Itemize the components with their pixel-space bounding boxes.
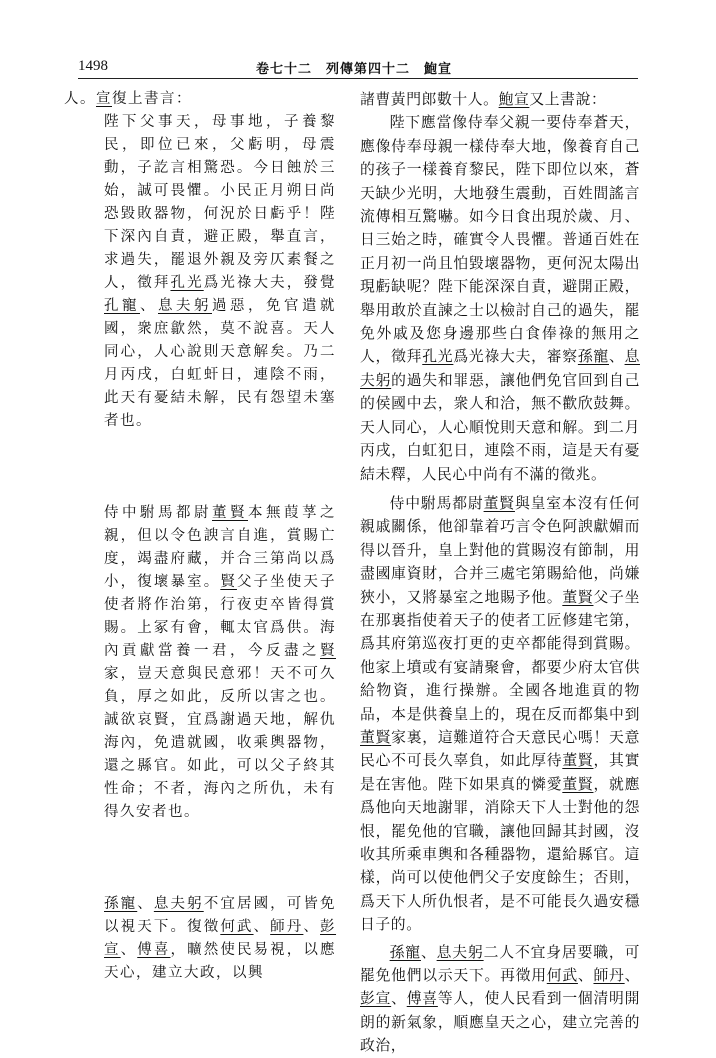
name-kong-guang: 孔光 (422, 348, 454, 366)
translation-para-3 (360, 492, 640, 937)
text-span: 陛下應當像侍奉父親一要侍奉蒼天，應像侍奉母親一樣侍奉大地，像養育自己的孩子一樣養育黎民，陛下即位以來，蒼天缺少光明，大地發生震動，百姓間謠言流傳相互驚嚇。如今日食出現於歲、月、日三始之時，確實令人畏懼。普通百姓在正月初一尚且怕毀壞器物，更何況太陽出現虧缺呢？陛下能深深自責，避開正殿，舉用敢於直諫之士以檢討自己的過失，罷免外戚及您身邊那些白食俸祿的無用之人，徵拜 (360, 114, 640, 366)
text-line: 黎民，即位已來，父虧明，母震 (104, 114, 336, 153)
text-span: 家，豈天意與民意邪！天不可久負，厚之如此，反所以害之也。誠欲哀賢，宜爲謝過天地，解仇海內，免遣就國，收乘輿器物，還之縣官。如此，可以父子終其性命；不者，海內之所仇，未有得久安者也。 (104, 666, 336, 820)
text-span: 的過失和罪惡，讓他們免官回到自己的侯國中去，衆人和洽，無不歡欣鼓舞。天人同心，人心順悅則天意和解。到二月丙戌，白虹犯日，連陰不雨，這是天有憂結未釋，人民心中尚有不滿的徵兆。 (360, 371, 641, 483)
text-span: 復上書言： (112, 91, 192, 107)
text-span: 、 (140, 298, 158, 314)
translation-para-1 (360, 88, 640, 111)
text-line: 始，誠可畏懼。小民正月朔日尚 (104, 183, 336, 199)
text-span: 過惡，免官遣就國，衆庶歙然，莫不說喜。天人同心，人心說則天意解矣。乃二月丙戌，白虹虷日，連陰不雨，此天有憂結未解，民有怨望未塞者也。 (104, 298, 336, 429)
text-span: 本無葭莩之親，但以令色諛言自進，賞賜亡度，竭盡府藏，并合三第尚以爲小，復壞暴室。 (104, 505, 336, 590)
name-kong-chong: 孔寵 (104, 298, 140, 314)
translation-column (360, 88, 640, 1058)
name-xifu-gong: 息夫躬 (153, 896, 204, 912)
text-span: ，就應爲他向天地謝罪，消除天下人士對他的怨恨，罷免他的官職，讓他回歸其封國，沒收其所乘車輿和各種器物，還給縣官。這樣，尚可以使他們父子安度餘生；否則，爲天下人所仇恨者，是不可能長久過安穩日子的。 (360, 775, 640, 934)
text-line: 陛下父事天，母事地，子養 (104, 114, 320, 130)
text-span: 、 (391, 990, 407, 1008)
text-span: 、 (137, 896, 154, 912)
text-span: 人。 (64, 91, 96, 107)
translation-para-4 (360, 941, 640, 1058)
classical-para-3-text (104, 502, 336, 824)
text-span: 爲光祿大夫，發覺 (203, 275, 337, 291)
text-line: 下深內自責，避正殿，舉直言， (104, 229, 336, 245)
page-number: 1498 (78, 58, 108, 74)
text-span: 等人，使人民看到一個清明開朗的新氣象，順應皇天之心，建立完善的政治， (360, 990, 641, 1055)
name-dong-xian: 董賢 (360, 728, 392, 746)
name-xifu-gong: 息夫躬 (158, 298, 212, 314)
name-bao-xuan: 鮑宣 (498, 91, 530, 108)
classical-para-2-text (104, 111, 336, 433)
classical-para-3 (64, 502, 336, 824)
text-span: 、 (609, 348, 625, 366)
name-he-wu: 何武 (220, 919, 254, 935)
text-span: 父子坐在那裏指使着天子的使者工匠修建宅第，爲其府第巡夜打更的吏卒都能得到賞賜。他家上墳或有宴請聚會，都要少府太官供給物資，進行操辦。全國各地進貢的物品，本是供養皇上的，現在反而都集中到 (360, 588, 640, 723)
name-dong-xian: 董賢 (483, 494, 515, 512)
text-line: 動，子訖言相驚恐。今日蝕於三 (104, 160, 336, 176)
text-span: 爲光祿大夫，審察 (453, 348, 578, 366)
text-span: 、 (120, 942, 138, 958)
text-span: 父子坐使天子使者將作治第，行夜吏卒皆得賞賜。上冢有會，輒太官爲供。海內貢獻當養一君，今反盡之 (104, 574, 337, 659)
name-dong-xian: 董賢 (212, 505, 248, 521)
classical-para-1 (64, 88, 336, 111)
name-shi-dan: 師丹 (593, 967, 625, 985)
name-he-wu: 何武 (546, 967, 578, 985)
name-fu-xi: 傅喜 (137, 942, 171, 958)
classical-para-4 (64, 893, 336, 985)
name-sun-chong: 孫寵 (389, 943, 421, 961)
text-span: 諸曹黃門郎數十人。 (360, 91, 499, 108)
text-span: 、 (303, 919, 321, 935)
name-peng-xuan: 彭宣 (104, 919, 337, 958)
text-span: 不宜居國，可皆免以視天下。復徵 (104, 896, 337, 935)
name-bao-xuan: 宣 (96, 91, 112, 107)
running-head: 卷七十二 列傳第四十二 鮑宣 (256, 62, 453, 77)
text-line: 恐毀敗器物，何況於日虧乎！陛 (104, 206, 336, 222)
name-shi-dan: 師丹 (270, 919, 304, 935)
classical-para-4-text (104, 893, 336, 985)
text-span: 、 (577, 967, 594, 985)
name-xifu-gong: 息夫躬 (436, 943, 484, 961)
name-sun-chong: 孫寵 (104, 896, 138, 912)
text-line: 求過失，罷退外親及旁仄素餐之 (104, 252, 336, 268)
text-span: ，曠然使民易視，以應天心，建立大政，以興 (104, 942, 337, 981)
header-rule (78, 78, 638, 79)
translation-para-2 (360, 111, 640, 486)
text-span: 家裏，這難道符合天意民心嗎！天意民心不可長久辜負，如此厚待 (360, 728, 641, 770)
name-fu-xi: 傅喜 (406, 990, 438, 1008)
classical-para-2 (64, 111, 336, 433)
name-dong-xian: 董賢 (562, 752, 594, 770)
name-peng-xuan: 彭宣 (360, 990, 392, 1008)
text-line: 人，徵拜 (104, 275, 171, 291)
name-dong-xian: 董賢 (562, 588, 594, 606)
text-span: 、 (624, 967, 641, 985)
name-dong-xian: 董賢 (562, 775, 594, 793)
text-span: 侍中駙馬都尉 (104, 505, 212, 521)
text-span: 與皇室本沒有任何親戚關係，他卻靠着巧言令色阿諛獻媚而得以晉升，皇上對他的賞賜沒有節制，用盡國庫資財，合并三處宅第賜給他，尚嫌狹小，又將暴室之地賜予他。 (360, 494, 640, 606)
name-xian: 賢 (220, 574, 237, 590)
classical-text-column (64, 88, 336, 985)
name-sun-chong: 孫寵 (577, 348, 609, 366)
text-span: 二人不宜身居要職，可罷免他們以示天下。再徵用 (360, 943, 640, 985)
text-span: 又上書說： (529, 91, 607, 108)
name-kong-guang: 孔光 (170, 275, 204, 291)
name-xian: 賢 (320, 643, 336, 659)
name-xifu-gong: 息夫躬 (360, 348, 640, 389)
text-span: 侍中駙馬都尉 (389, 494, 484, 512)
text-span: ，其實是在害他。陛下如果真的憐愛 (360, 752, 640, 793)
text-span: 、 (253, 919, 271, 935)
page-header (78, 52, 638, 78)
text-span: 、 (420, 943, 437, 961)
